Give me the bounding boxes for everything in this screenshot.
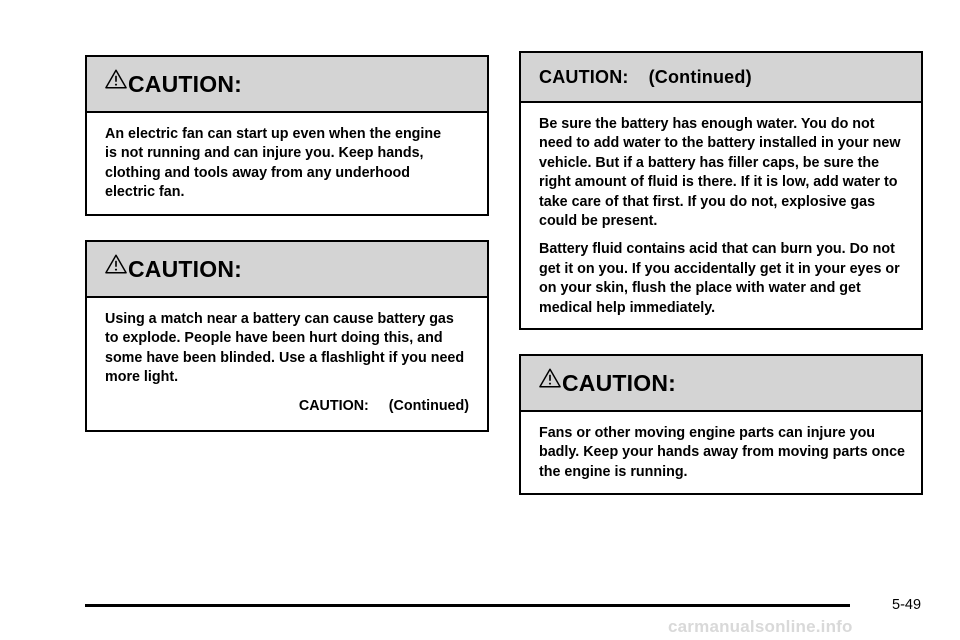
caution-title-suffix: (Continued): [648, 66, 752, 87]
caution-body: [87, 113, 487, 203]
caution-title-label: CAUTION:: [539, 66, 629, 87]
caution-title: CAUTION:: [128, 255, 243, 282]
caution-body: [87, 298, 487, 416]
warning-triangle-icon: [105, 253, 127, 275]
caution-paragraph: Using a match near a battery can cause battery gas to explode. People have been hurt doing this, and some have been blinded. Use a flashlight if you need more light.: [105, 311, 465, 386]
caution-header: [87, 242, 487, 298]
caution-box-continued: [519, 51, 923, 330]
caution-paragraph: Be sure the battery has enough water. You do not need to add water to the battery installed in your new vehicle. But if a battery has filler caps, be sure the right amount of fluid is there. If it is low, add water to take care of that first. If you do not, explosive gas could be present.: [539, 116, 901, 230]
page-number: 5-49: [892, 597, 922, 613]
caution-header: [87, 57, 487, 113]
caution-title: CAUTION:: [562, 369, 677, 396]
caution-box-electric-fan: [85, 55, 489, 216]
watermark: carmanualsonline.info: [668, 617, 853, 636]
caution-title: [539, 67, 752, 88]
continued-suffix: (Continued): [388, 397, 469, 414]
continued-note: [105, 397, 469, 416]
caution-paragraph: Fans or other moving engine parts can injure you badly. Keep your hands away from moving parts once the engine is running.: [539, 425, 905, 480]
caution-header: [521, 356, 921, 412]
caution-body: [521, 103, 921, 318]
caution-box-battery-match: [85, 240, 489, 432]
caution-paragraph: Battery fluid contains acid that can burn you. Do not get it on you. If you accidentally get it in your eyes or on your skin, flush the place with water and get medical help immediately.: [539, 241, 900, 316]
caution-paragraph: An electric fan can start up even when the engine is not running and can injure you. Keep hands, clothing and tools away from any underhood electric fan.: [105, 126, 442, 201]
caution-title: CAUTION:: [128, 70, 243, 97]
warning-triangle-icon: [105, 68, 127, 90]
warning-triangle-icon: [539, 367, 561, 389]
caution-header: [521, 53, 921, 103]
caution-box-moving-parts: [519, 354, 923, 495]
caution-body: [521, 412, 921, 482]
footer-rule: [85, 604, 850, 607]
continued-label: CAUTION:: [298, 397, 369, 414]
